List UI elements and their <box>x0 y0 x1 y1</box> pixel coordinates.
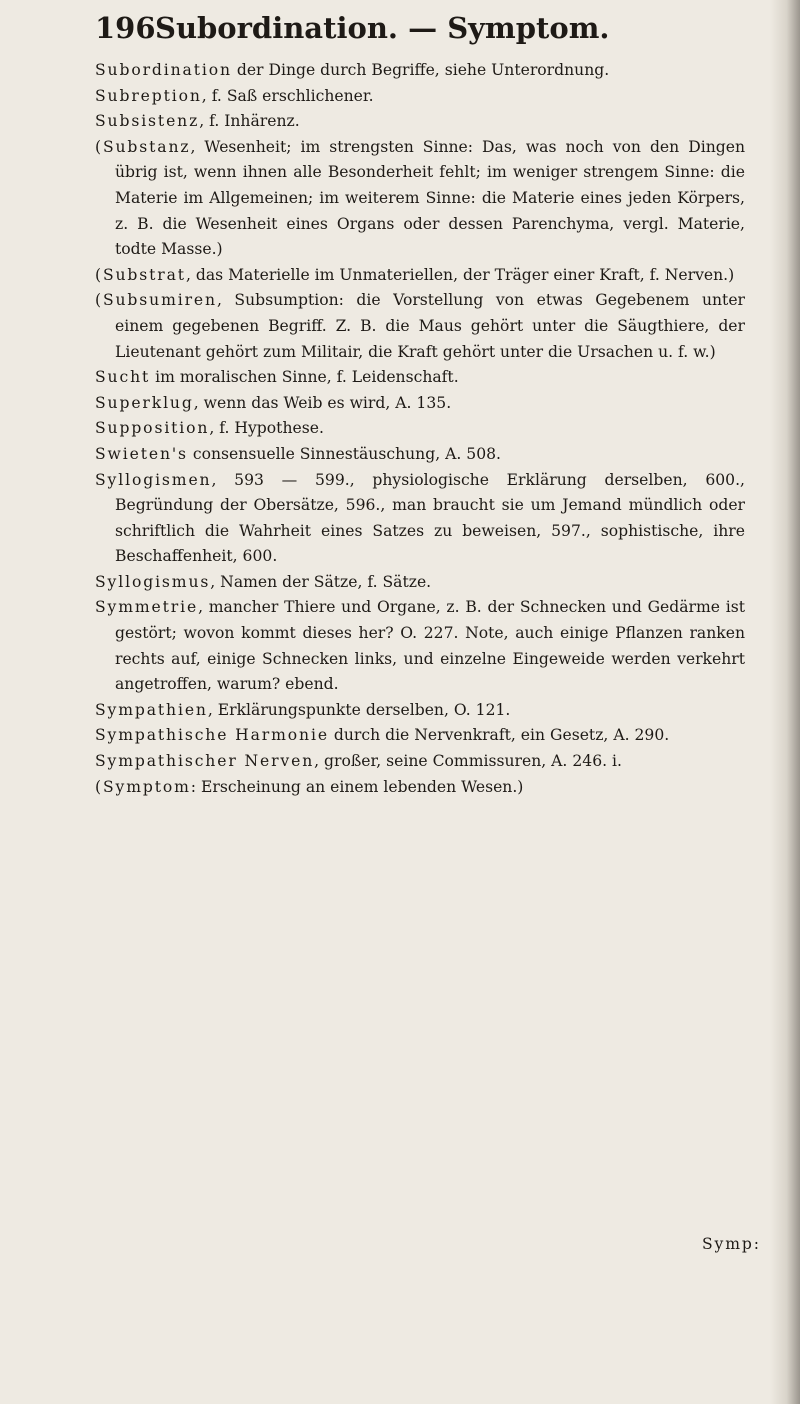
entry-text: : Erscheinung an einem lebenden Wesen.) <box>190 777 524 796</box>
index-body <box>95 58 745 800</box>
entry-headword: Superklug <box>95 393 194 412</box>
entry-text: , f. Hypothese. <box>209 419 324 438</box>
index-entry <box>95 263 745 289</box>
entry-text: , f. Saß erschlichener. <box>201 86 374 105</box>
entry-headword: Sympathien <box>95 700 208 719</box>
index-entry <box>95 391 745 417</box>
entry-text: , 593 — 599., physiologische Erklärung derselben, 600., Begründung der Obersätze, 596., man braucht sie um Jemand mündlich oder schriftlich die Wahrheit eines Satzes zu beweisen, 597., sophistische, ihre Beschaffenheit, 600. <box>115 470 745 566</box>
entry-headword: Subordination <box>95 61 232 79</box>
entry-headword: Sympathische Harmonie <box>95 726 329 745</box>
index-entry <box>95 698 745 724</box>
running-title: Subordination. — Symptom. <box>155 11 610 45</box>
index-entry <box>95 416 745 442</box>
entry-text: , großer, seine Commissuren, A. 246. i. <box>314 752 622 771</box>
entry-headword: Subsistenz <box>95 112 200 131</box>
index-entry <box>95 84 745 110</box>
entry-headword: Supposition <box>95 419 210 438</box>
index-entry <box>95 109 745 135</box>
entry-text: , mancher Thiere und Organe, z. B. der Schnecken und Gedärme ist gestört; wovon kommt dieses her? O. 227. Note, auch einige Pflanzen ranken rechts auf, einige Schnecken links, und einzelne Eingeweide werden verkehrt angetroffen, warum? ebend. <box>115 598 745 694</box>
index-entry <box>95 365 745 391</box>
index-entry <box>95 749 745 775</box>
entry-text: , wenn das Weib es wird, A. 135. <box>193 393 452 412</box>
page-header <box>95 8 750 48</box>
entry-text: durch die Nervenkraft, ein Gesetz, A. 290. <box>328 726 670 745</box>
index-entry <box>95 442 745 468</box>
entry-text: , das Materielle im Unmateriellen, der Träger einer Kraft, f. Nerven.) <box>185 265 735 284</box>
entry-text: im moralischen Sinne, f. Leidenschaft. <box>150 368 459 387</box>
entry-text: , f. Inhärenz. <box>199 112 300 131</box>
index-entry <box>95 135 745 263</box>
entry-headword: (Substanz <box>95 137 191 156</box>
entry-text: der Dinge durch Begriffe, siehe Unterordnung. <box>231 61 610 79</box>
entry-text: consensuelle Sinnestäuschung, A. 508. <box>187 444 501 463</box>
entry-headword: (Subsumiren <box>95 291 217 310</box>
entry-headword: Sympathischer Nerven <box>95 752 315 771</box>
entry-headword: Syllogismus <box>95 572 211 591</box>
entry-text: , Wesenheit; im strengsten Sinne: Das, was noch von den Dingen übrig ist, wenn ihnen alle Besonderheit fehlt; im weniger strengem Sinne: die Materie im Allgemeinen; im weiterem Sinne: die Materie eines jeden Körpers, z. B. die Wesenheit eines Organs oder dessen Parenchyma, vergl. Materie, todte Masse.) <box>115 137 745 259</box>
catchword: Symp: <box>702 1235 761 1253</box>
entry-text: , Subsumption: die Vorstellung von etwas Gegebenem unter einem gegebenen Begriff. Z. B. die Maus gehört unter die Säugthiere, der Lieutenant gehört zum Militair, die Kraft gehört unter die Ursachen u. f. w.) <box>115 291 745 361</box>
index-entry <box>95 775 745 801</box>
index-entry <box>95 570 745 596</box>
entry-text: , Erklärungspunkte derselben, O. 121. <box>207 700 511 719</box>
entry-headword: Subreption <box>95 86 202 105</box>
entry-headword: Symmetrie <box>95 598 199 617</box>
entry-text: , Namen der Sätze, f. Sätze. <box>210 572 432 591</box>
index-entry <box>95 723 745 749</box>
page-number: 196 <box>95 11 156 45</box>
entry-headword: Sucht <box>95 368 151 387</box>
index-entry <box>95 58 745 84</box>
index-entry <box>95 288 745 365</box>
entry-headword: Swieten's <box>95 444 188 463</box>
entry-headword: Syllogismen <box>95 470 212 489</box>
index-entry <box>95 595 745 697</box>
page-edge-shadow <box>770 0 800 1404</box>
index-entry <box>95 468 745 570</box>
entry-headword: (Substrat <box>95 265 186 284</box>
entry-headword: (Symptom <box>95 777 191 796</box>
